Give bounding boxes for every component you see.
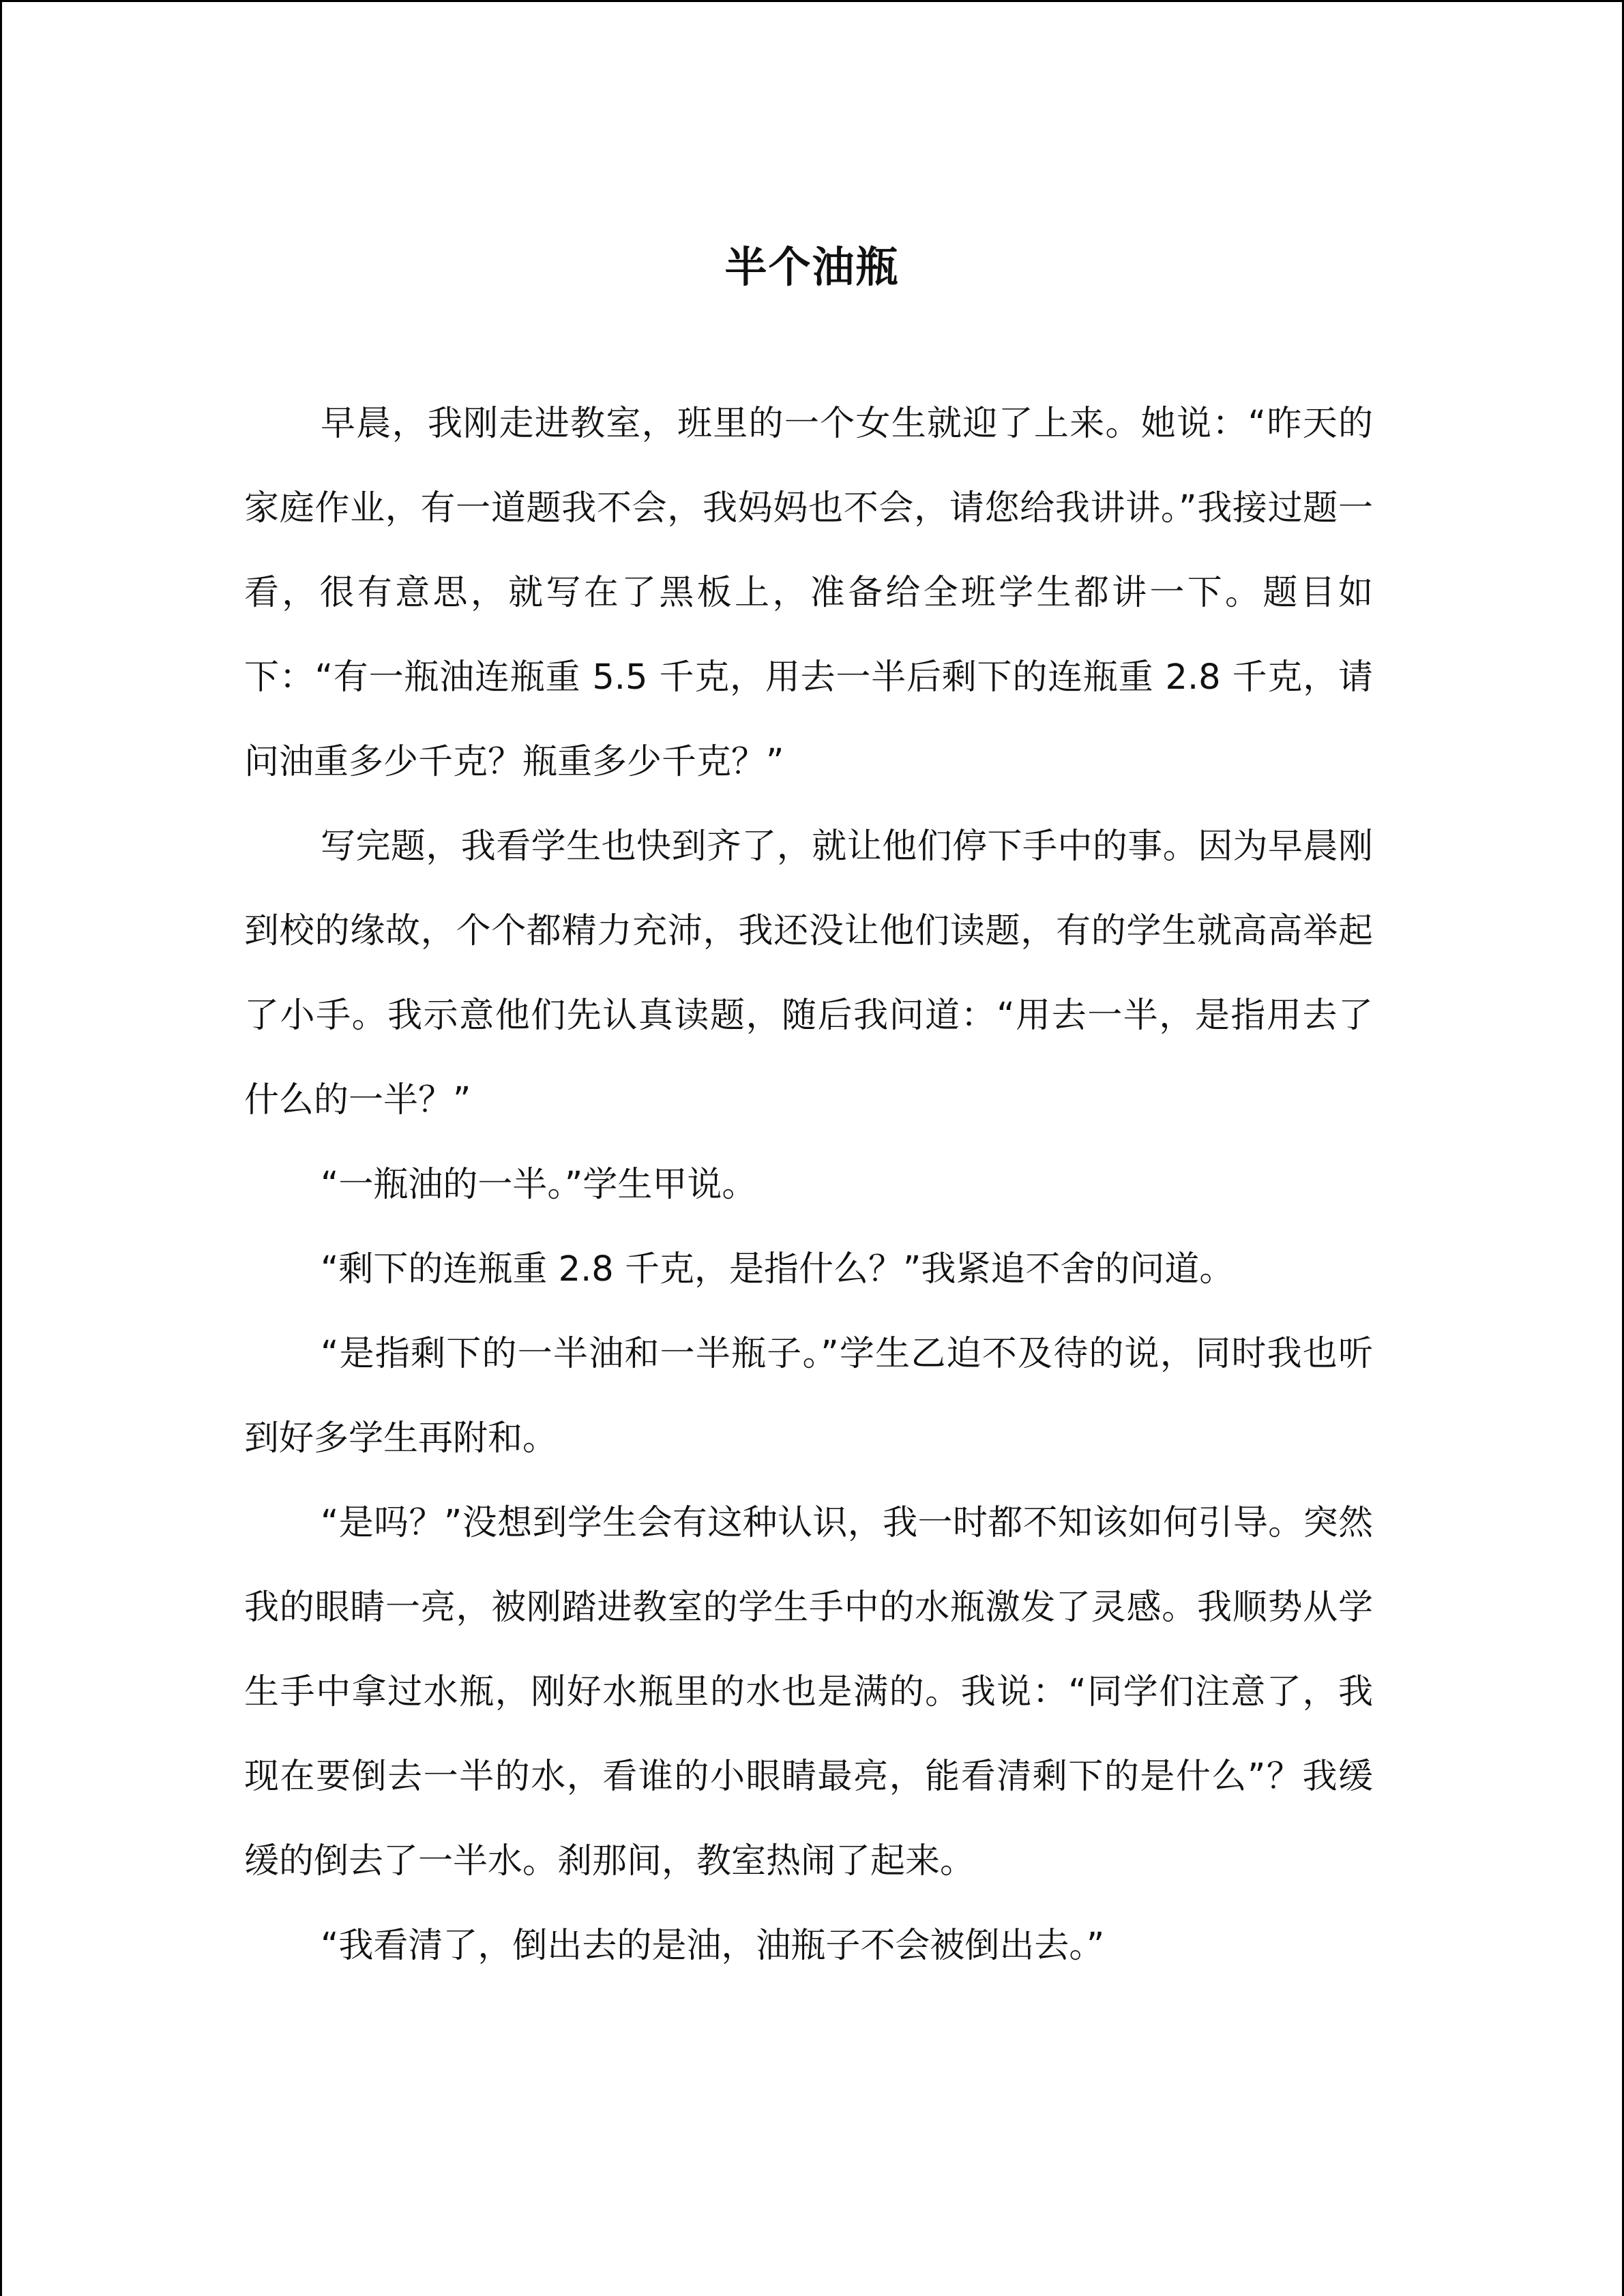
paragraph-1: 早晨，我刚走进教室，班里的一个女生就迎了上来。她说：“昨天的家庭作业，有一道题我不会，我妈妈也不会，请您给我讲讲。”我接过题一看，很有意思，就写在了黑板上，准备给全班学生都讲一下。题目如下：“有一瓶油连瓶重 5.5 千克，用去一半后剩下的连瓶重 2.8 千克，请问油重多少千克？瓶重多少千克？” [244,404,1373,782]
paragraph-2: 写完题，我看学生也快到齐了，就让他们停下手中的事。因为早晨刚到校的缘故，个个都精力充沛，我还没让他们读题，有的学生就高高举起了小手。我示意他们先认真读题，随后我问道：“用去一半，是指用去了什么的一半？” [244,826,1373,1120]
paragraph-5: “是指剩下的一半油和一半瓶子。”学生乙迫不及待的说，同时我也听到好多学生再附和。 [244,1334,1373,1459]
paragraph-6: “是吗？”没想到学生会有这种认识，我一时都不知该如何引导。突然我的眼睛一亮，被刚踏进教室的学生手中的水瓶激发了灵感。我顺势从学生手中拿过水瓶，刚好水瓶里的水也是满的。我说：“同学们注意了，我现在要倒去一半的水，看谁的小眼睛最亮，能看清剩下的是什么”？我缓缓的倒去了一半水。刹那间，教室热闹了起来。 [244,1503,1373,1881]
document-title: 半个油瓶 [724,241,900,292]
paragraph-3: “一瓶油的一半。”学生甲说。 [321,1165,757,1205]
document-body [244,382,1373,1988]
paragraph-4: “剩下的连瓶重 2.8 千克，是指什么？”我紧追不舍的问道。 [321,1249,1235,1289]
paragraph-7: “我看清了，倒出去的是油，油瓶子不会被倒出去。” [321,1926,1105,1966]
